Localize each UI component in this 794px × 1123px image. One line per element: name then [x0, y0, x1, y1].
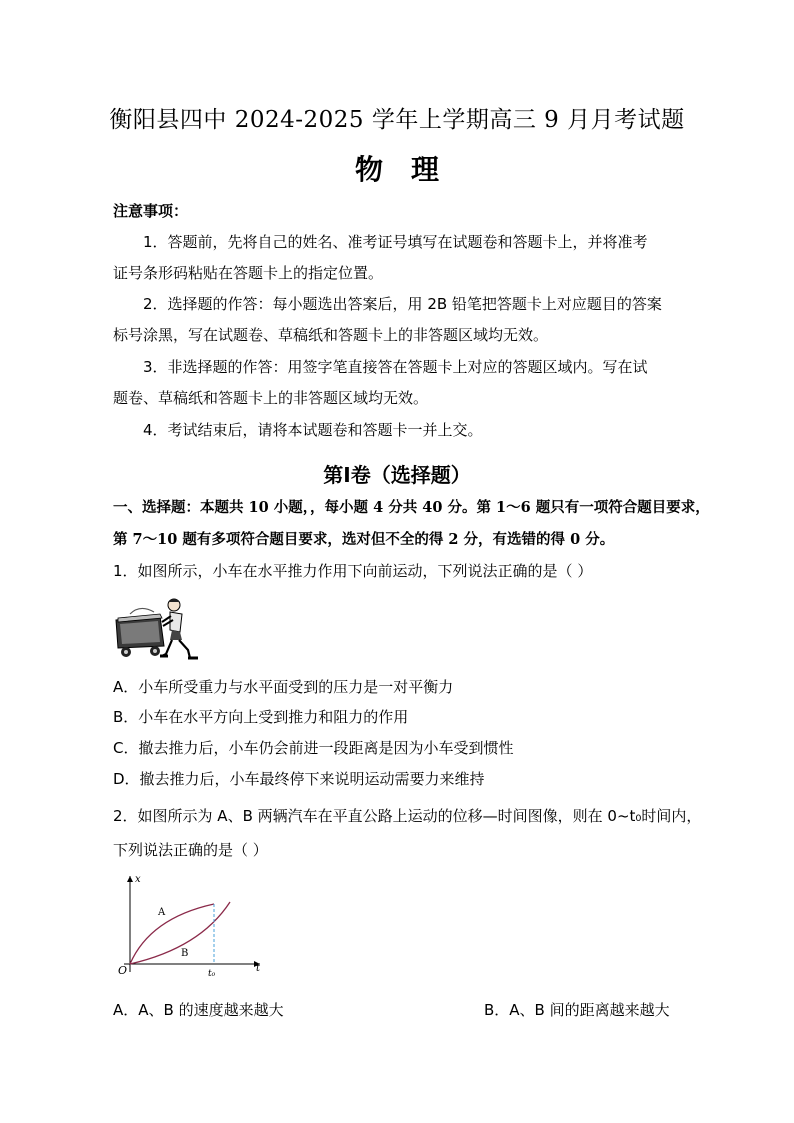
page-title: 衡阳县四中 2024-2025 学年上学期高三 9 月月考试题 [109, 107, 685, 133]
curve-b-label: B [181, 948, 189, 959]
section-intro: 一、选择题：本题共 10 小题，，每小题 4 分共 40 分。第 1～6 题只有一项符合题目要求， [113, 499, 710, 516]
x-axis-label: t [256, 963, 261, 974]
curve-b [130, 902, 230, 964]
question-2-stem: 下列说法正确的是（ ） [113, 841, 268, 859]
section-title: 第Ⅰ卷（选择题） [323, 463, 471, 487]
notice-line: 3．非选择题的作答：用签字笔直接答在答题卡上对应的答题区域内。写在试 [143, 358, 648, 376]
notice-line: 1．答题前，先将自己的姓名、准考证号填写在试题卷和答题卡上，并将准考 [143, 233, 648, 251]
curve-a [130, 904, 214, 964]
cart-pushing-illustration [110, 596, 210, 662]
question-2-option-b: B．A、B 间的距离越来越大 [484, 1001, 670, 1019]
notice-line: 4．考试结束后，请将本试题卷和答题卡一并上交。 [143, 421, 483, 439]
notice-line: 标号涂黑，写在试题卷、草稿纸和答题卡上的非答题区域均无效。 [113, 326, 549, 344]
question-1-option-a: A．小车所受重力与水平面受到的压力是一对平衡力 [113, 678, 454, 696]
t0-tick-label: t₀ [208, 969, 216, 979]
cart-body [116, 608, 164, 657]
notice-heading: 注意事项： [113, 202, 189, 220]
y-axis-arrow [127, 876, 133, 882]
origin-label: O [118, 964, 128, 977]
subject-title: 物理 [354, 153, 467, 186]
notice-line: 证号条形码粘贴在答题卡上的指定位置。 [113, 264, 384, 282]
section-intro: 第 7～10 题有多项符合题目要求，选对但不全的得 2 分，有选错的得 0 分。 [113, 531, 615, 548]
question-2-option-a: A．A、B 的速度越来越大 [113, 1001, 284, 1019]
boy-figure [160, 599, 198, 658]
question-2-stem: 2．如图所示为 A、B 两辆汽车在平直公路上运动的位移—时间图像，则在 0~t₀时间内， [113, 807, 702, 825]
question-1-stem: 1．如图所示，小车在水平推力作用下向前运动，下列说法正确的是（ ） [113, 562, 593, 580]
notice-line: 题卷、草稿纸和答题卡上的非答题区域均无效。 [113, 389, 429, 407]
question-1-option-b: B．小车在水平方向上受到推力和阻力的作用 [113, 708, 409, 726]
question-1-option-c: C．撤去推力后，小车仍会前进一段距离是因为小车受到惯性 [113, 739, 514, 757]
displacement-time-graph [110, 868, 270, 983]
curve-a-label: A [158, 907, 166, 918]
notice-line: 2．选择题的作答：每小题选出答案后，用 2B 铅笔把答题卡上对应题目的答案 [143, 295, 662, 313]
question-1-option-d: D．撤去推力后，小车最终停下来说明运动需要力来维持 [113, 770, 485, 788]
y-axis-label: x [135, 874, 141, 885]
